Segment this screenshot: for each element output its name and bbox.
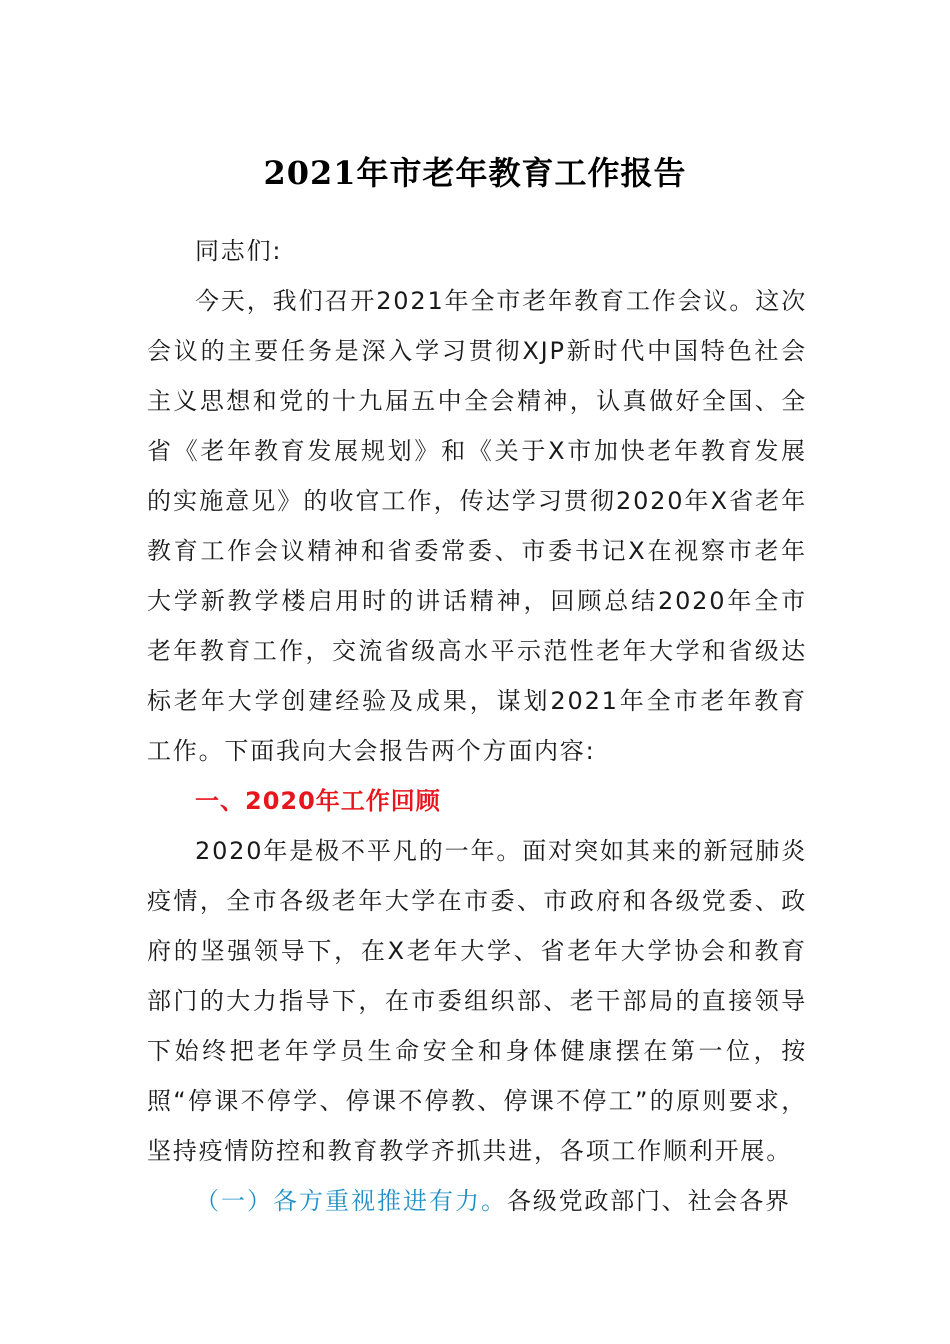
subsection-heading: （一）各方重视推进有力。: [195, 1187, 507, 1215]
document-body: [147, 226, 807, 1226]
section-heading: 一、2020年工作回顾: [195, 787, 441, 815]
intro-paragraph: 今天，我们召开2021年全市老年教育工作会议。这次会议的主要任务是深入学习贯彻XJP新时代中国特色社会主义思想和党的十九届五中全会精神，认真做好全国、全省《老年教育发展规划》和《关于X市加快老年教育发展的实施意见》的收官工作，传达学习贯彻2020年X省老年教育工作会议精神和省委常委、市委书记X在视察市老年大学新教学楼启用时的讲话精神，回顾总结2020年全市老年教育工作，交流省级高水平示范性老年大学和省级达标老年大学创建经验及成果，谋划2021年全市老年教育工作。下面我向大会报告两个方面内容:: [147, 287, 807, 765]
greeting: 同志们:: [195, 237, 283, 265]
subsection-text: 各级党政部门、社会各界: [507, 1187, 791, 1215]
section-paragraph: 2020年是极不平凡的一年。面对突如其来的新冠肺炎疫情，全市各级老年大学在市委、市政府和各级党委、政府的坚强领导下，在X老年大学、省老年大学协会和教育部门的大力指导下，在市委组织部、老干部局的直接领导下始终把老年学员生命安全和身体健康摆在第一位，按照“停课不停学、停课不停教、停课不停工”的原则要求，坚持疫情防控和教育教学齐抓共进，各项工作顺利开展。: [147, 837, 807, 1165]
subsection-paragraph: [147, 1176, 807, 1226]
document-title: 2021年市老年教育工作报告: [263, 154, 687, 192]
